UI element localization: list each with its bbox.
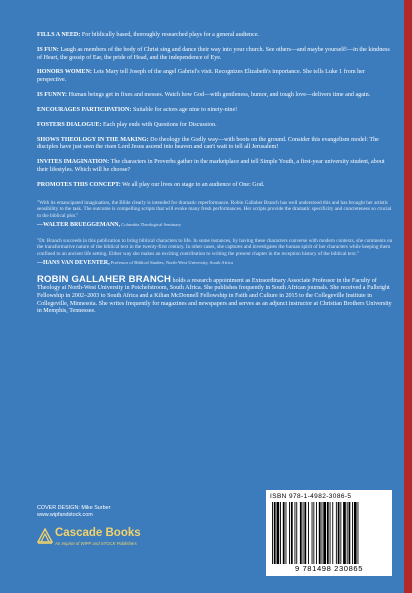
endorsement-attribution (37, 260, 393, 267)
feature-heading: FOSTERS DIALOGUE: (37, 121, 102, 128)
feature-text: Each play ends with Questions for Discussion. (101, 121, 217, 128)
feature-heading: IS FUN: (37, 46, 59, 53)
endorser-affiliation: Columbia Theological Seminary (120, 222, 182, 228)
feature-text: The characters in Proverbs gather in the marketplace and tell Simple Youth, a first-year university student, about their lifestyles. Which will he choose? (37, 159, 385, 174)
author-name: ROBIN GALLAHER BRANCH (37, 273, 172, 285)
publisher-website: www.wipfandstock.com (37, 512, 93, 518)
endorser-name: —WALTER BRUEGGEMANN, (37, 222, 121, 229)
feature-text: For biblically based, thoroughly researched plays for a general audience. (80, 32, 260, 38)
credits (37, 505, 110, 519)
feature-heading: FILLS A NEED: (37, 32, 81, 38)
endorser-affiliation: Professor of Biblical Studies, North-West University, South Africa (109, 260, 233, 266)
feature-text: We all play our lives on stage to an audience of One: God. (120, 181, 265, 188)
feature-heading: INVITES IMAGINATION: (37, 159, 110, 166)
feature-text: Suitable for actors age nine to ninety-nine! (131, 106, 238, 113)
spine-red-bar (404, 0, 412, 593)
publisher-logo (37, 526, 177, 550)
endorsement-attribution (37, 222, 393, 229)
feature-item (37, 137, 393, 152)
publisher-tagline: An Imprint of WIPF and STOCK Publishers (55, 541, 137, 546)
isbn-barcode (266, 490, 392, 576)
author-bio-text: holds a research appointment as Extraordinary Associate Professor in the Faculty of Theology at North-West University in Potchefstroom, South Africa. She publishes frequently in South African journals. She received a Fulbright Fellowship in 2002–2003 to South Africa and a Kilian McDonnell Fellowship in Faith and Culture in 2015 to the Collegeville Institute in Collegeville, Minnesota. She writes frequently for magazines and newspapers and serves as an adjunct instructor at Christian Brothers University in Memphis, Tennessee. (37, 277, 392, 315)
feature-item (37, 32, 393, 40)
cascade-logo-icon (37, 528, 53, 544)
feature-item (37, 107, 393, 115)
feature-heading: IS FUNNY: (37, 92, 68, 99)
feature-heading: HONORS WOMEN: (37, 69, 92, 76)
feature-item (37, 122, 393, 130)
feature-text: Human beings get in fixes and messes. Watch how God—with gentleness, humor, and tough love—delivers time and again. (67, 92, 371, 99)
feature-text: Laugh as members of the body of Christ sing and dance their way into your church. See others—and maybe yourself!—in the kindness of Heart, the gossip of Ear, the pride of Head, and the independence of Eye. (37, 46, 390, 61)
feature-heading: ENCOURAGES PARTICIPATION: (37, 106, 132, 113)
feature-heading: SHOWS THEOLOGY IN THE MAKING: (37, 136, 149, 143)
feature-text: Do theology the Godly way—with boots on the ground. Consider this evangelism model: The disciples have just seen the risen Lord Jesus ascend into heaven and can't wait to tell all Jerusalem! (37, 136, 379, 151)
author-bio (37, 273, 393, 317)
feature-item (37, 182, 393, 190)
feature-item (37, 92, 393, 100)
feature-list (37, 32, 393, 190)
feature-item (37, 69, 393, 84)
cover-design-credit: COVER DESIGN: Mike Surber (37, 505, 111, 511)
feature-text: Lets Mary tell Joseph of the angel Gabriel's visit. Recognizes Elizabeth's importance. She tells Luke 1 from her perspective. (37, 69, 365, 84)
endorsement-quote: "Dr. Branch succeeds in this publication to bring biblical characters to life. In some instances, by having these characters converse with modern contexts, she comments on the transformative nature of the biblical text in the twenty-first century. In other cases, she captures and investigates the human spirit of her characters while keeping them confined to an ancient life setting. Either way she makes an exciting contribution to writing the present chapter in the reception history of the biblical text." (37, 237, 393, 257)
isbn-number: ISBN 978-1-4982-3086-5 (270, 493, 352, 500)
endorsements (37, 200, 393, 267)
barcode-digits: 9 781498 230865 (294, 564, 364, 573)
endorser-name: —HANS VAN DEVENTER, (37, 260, 110, 267)
blurb-column (37, 32, 393, 322)
feature-item (37, 159, 393, 174)
feature-item (37, 47, 393, 62)
feature-heading: PROMOTES THIS CONCEPT: (37, 181, 121, 188)
publisher-name: Cascade Books (55, 527, 141, 539)
endorsement-quote: "With its emancipated imagination, the Bible clearly is intended for dramatic reperformance. Robin Gallaher Branch has well understood this and has brought her artistic sensibility to the task. The outcome is compelling scripts that will evoke many fresh performances. Her scripts provide the dramatic specificity and concreteness so crucial to the biblical plot." (37, 199, 392, 219)
barcode-bars-icon (272, 502, 386, 564)
